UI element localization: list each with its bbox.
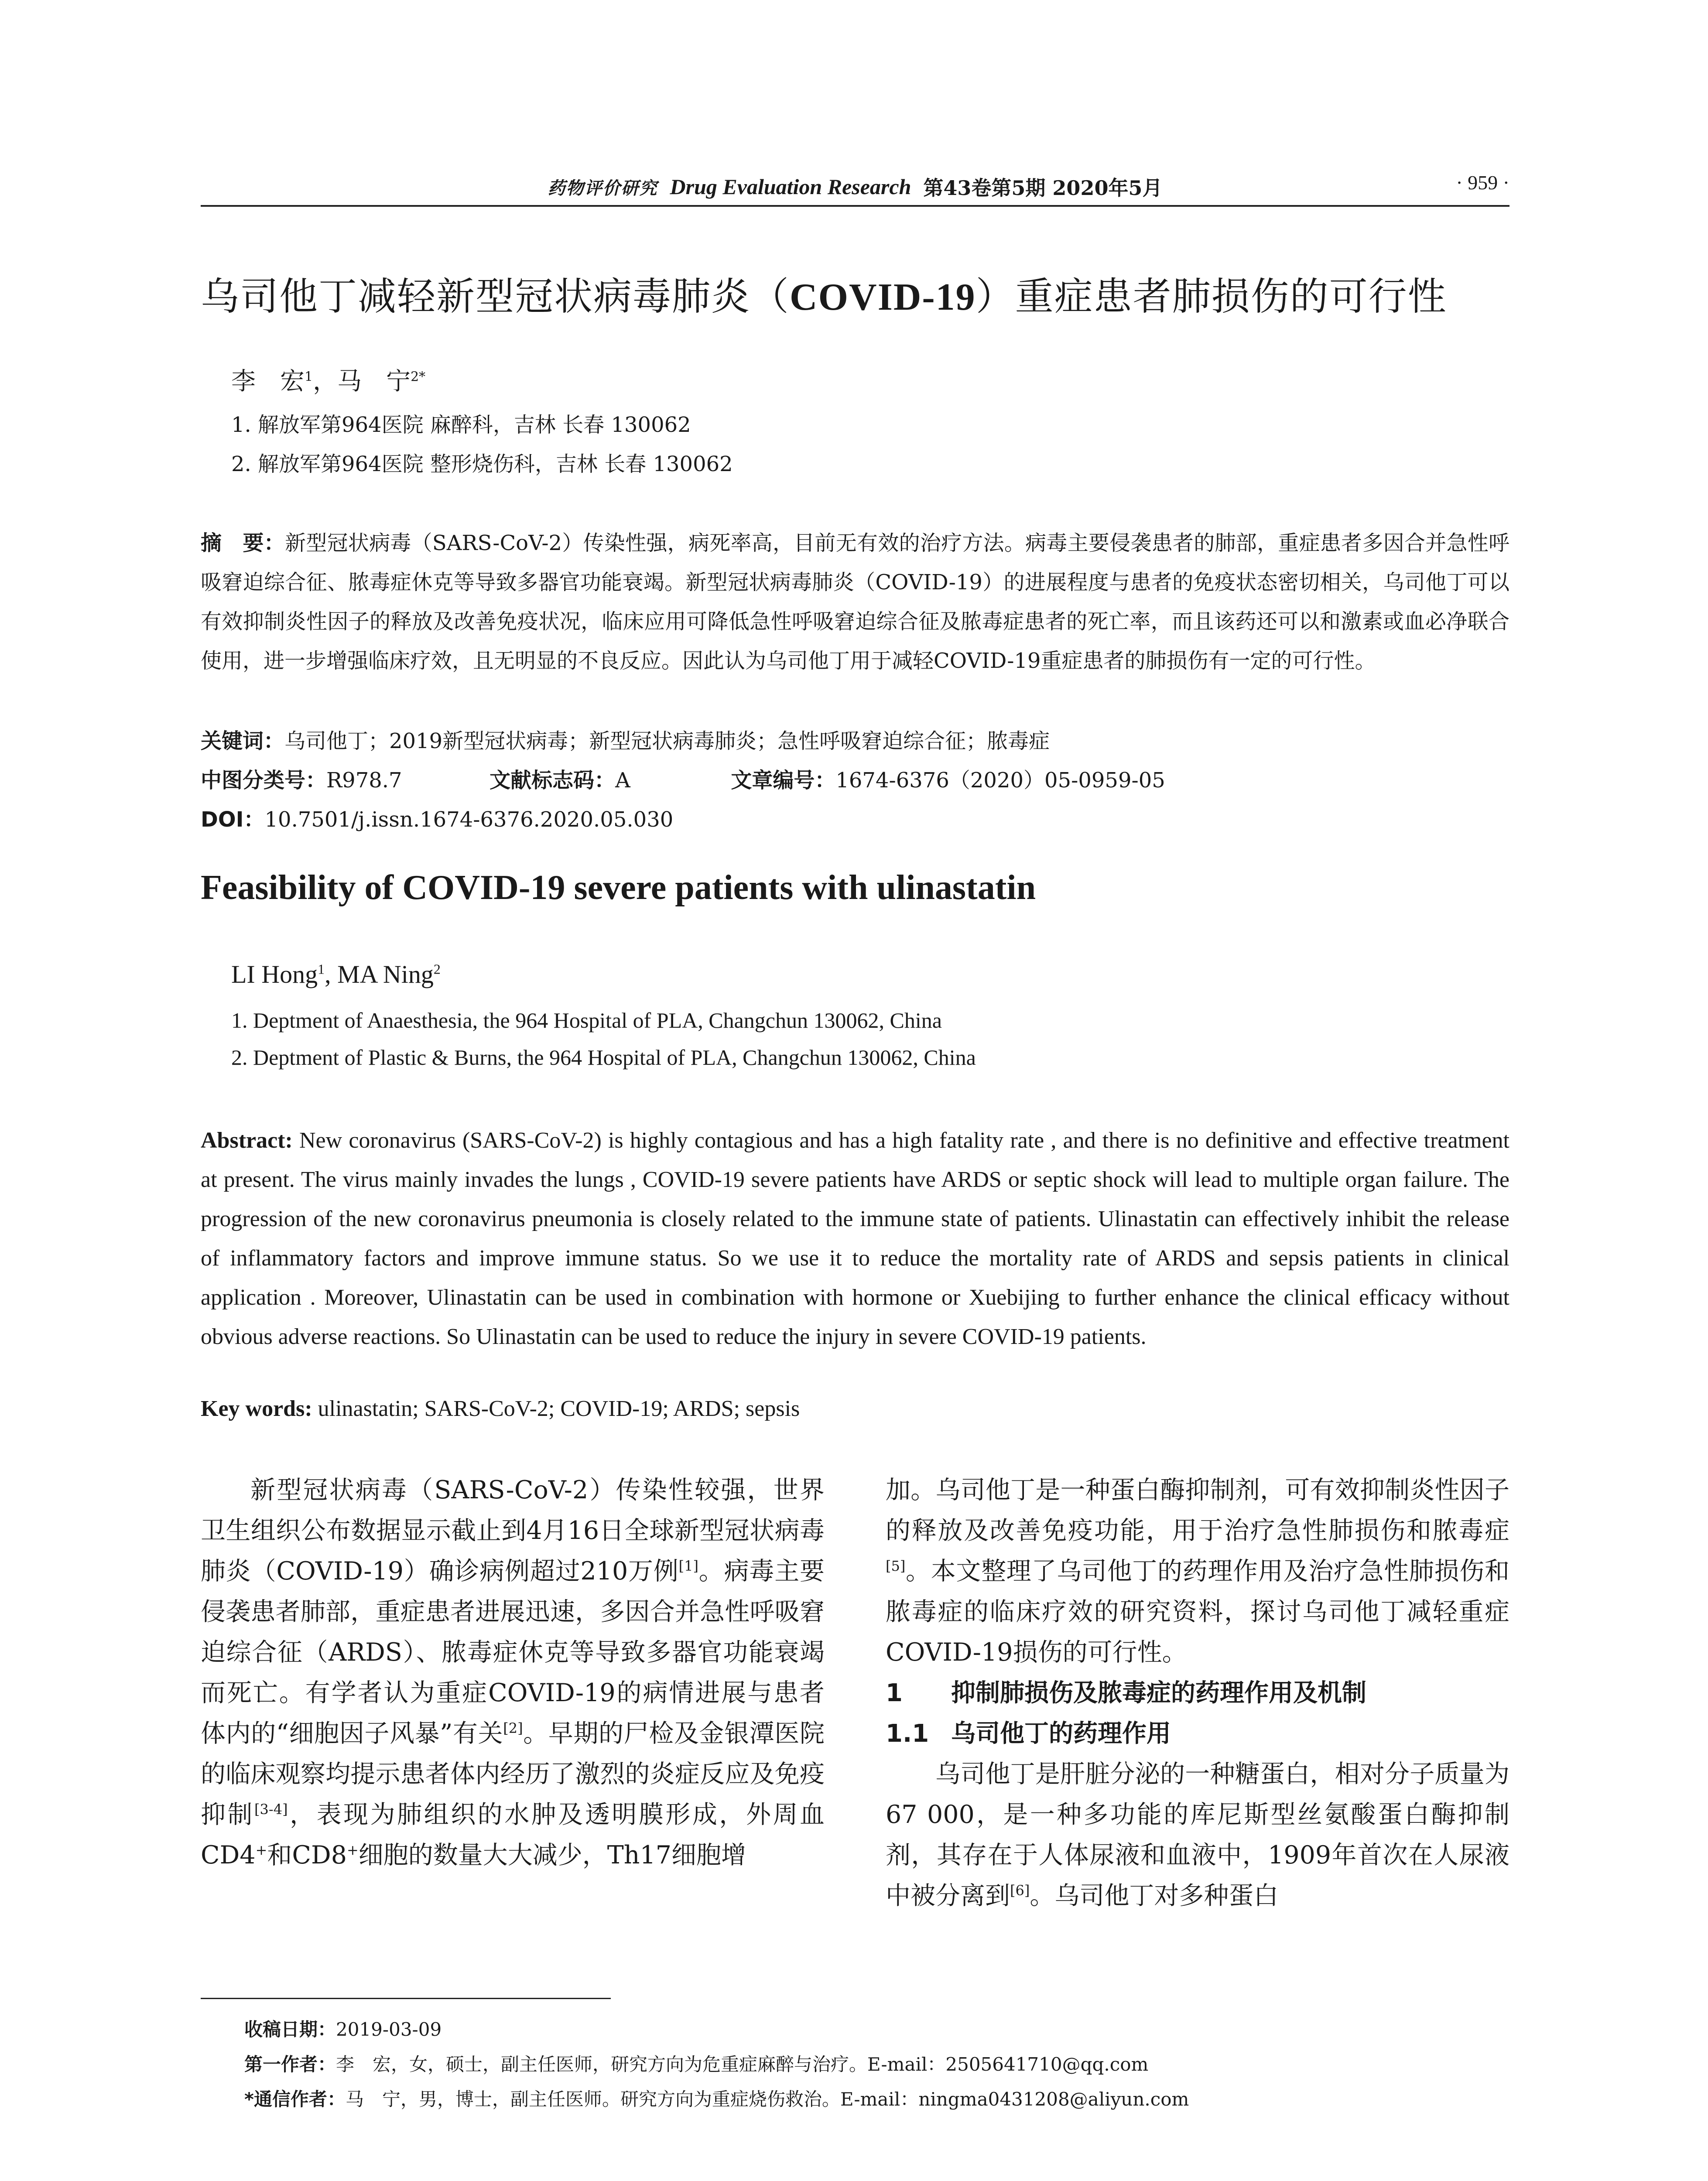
author-1-cn-sup: 1 xyxy=(305,369,313,385)
classification-line xyxy=(201,763,1165,793)
footnote-rule xyxy=(201,1998,611,1999)
footnote-text: 2019-03-09 xyxy=(336,2019,442,2040)
body-text: 加。乌司他丁是一种蛋白酶抑制剂，可有效抑制炎性因子的释放及改善免疫功能，用于治疗急性肺损伤和脓毒症 xyxy=(886,1476,1509,1545)
body-paragraph xyxy=(886,1754,1509,1916)
article-no-value: 1674-6376（2020）05-0959-05 xyxy=(835,768,1165,793)
authors-cn xyxy=(231,362,425,397)
affiliation-1-en: 1. Deptment of Anaesthesia, the 964 Hospital of PLA, Changchun 130062, China xyxy=(231,1008,942,1032)
abstract-en-text: New coronavirus (SARS-CoV-2) is highly contagious and has a high fatality rate , and there is no definitive and effective treatment at present. The virus mainly invades the lungs , COVID-19 severe patients have ARDS or septic shock will lead to multiple organ failure. The progression of the new coronavirus pneumonia is closely related to the immune state of patients. Ulinastatin can effectively inhibit the release of inflammatory factors and improve immune status. So we use it to reduce the mortality rate of ARDS and sepsis patients in clinical application . Moreover, Ulinastatin can be used in combination with hormone or Xuebijing to further enhance the clinical efficacy without obvious adverse reactions. So Ulinastatin can be used to reduce the injury in severe COVID-19 patients. xyxy=(201,1128,1509,1349)
author-2-cn-sup: 2* xyxy=(411,369,426,385)
title-cn-part2: ）重症患者肺损伤的可行性 xyxy=(976,274,1447,319)
doc-code-value: A xyxy=(615,768,630,793)
body-text: 。本文整理了乌司他丁的药理作用及治疗急性肺损伤和脓毒症的临床疗效的研究资料，探讨乌司他丁减轻重症COVID-19损伤的可行性。 xyxy=(886,1557,1509,1667)
title-cn-part1: 乌司他丁减轻新型冠状病毒肺炎（ xyxy=(201,274,790,319)
citation-ref: [3-4] xyxy=(254,1801,288,1818)
superscript-plus: + xyxy=(255,1842,267,1858)
body-paragraph xyxy=(201,1470,825,1876)
journal-logo: 药物评价研究 xyxy=(548,178,658,198)
article-title-cn xyxy=(201,266,1509,321)
issue-info: 第43卷第5期 2020年5月 xyxy=(923,176,1163,200)
section-heading-1-1 xyxy=(886,1713,1509,1754)
section-title: 抑制肺损伤及脓毒症的药理作用及机制 xyxy=(951,1679,1366,1707)
footnote-text: 李 宏，女，硕士，副主任医师，研究方向为危重症麻醉与治疗。E-mail：2505641710@qq.com xyxy=(336,2054,1149,2075)
title-cn-code: COVID-19 xyxy=(790,276,976,318)
clc-value: R978.7 xyxy=(326,768,402,793)
author-2-cn: 马 宁 xyxy=(337,367,411,396)
keywords-cn xyxy=(201,724,1050,754)
author-sep-cn: ， xyxy=(313,367,338,396)
body-column-right xyxy=(886,1470,1509,1916)
superscript-plus: + xyxy=(346,1842,359,1858)
page-number: · 959 · xyxy=(1456,171,1509,194)
footnote-label: *通信作者： xyxy=(244,2089,346,2110)
footnote-received xyxy=(244,2015,442,2041)
body-column-left xyxy=(201,1470,825,1876)
body-text: 新型冠状病毒（SARS-CoV-2）传染性较强，世界卫生组织公布数据显示截止到4月16日全球新型冠状病毒肺炎（COVID-19）确诊病例超过210万例 xyxy=(201,1476,825,1586)
author-2-en-sup: 2 xyxy=(433,961,441,977)
body-text: 乌司他丁是肝脏分泌的一种糖蛋白，相对分子质量为67 000，是一种多功能的库尼斯型丝氨酸蛋白酶抑制剂，其存在于人体尿液和血液中，1909年首次在人尿液中被分离到 xyxy=(886,1760,1509,1910)
author-sep-en: , xyxy=(325,960,338,988)
abstract-cn-text: 新型冠状病毒（SARS-CoV-2）传染性强，病死率高，目前无有效的治疗方法。病毒主要侵袭患者的肺部，重症患者多因合并急性呼吸窘迫综合征、脓毒症休克等导致多器官功能衰竭。新型冠状病毒肺炎（COVID-19）的进展程度与患者的免疫状态密切相关，乌司他丁可以有效抑制炎性因子的释放及改善免疫状况，临床应用可降低急性呼吸窘迫综合征及脓毒症患者的死亡率，而且该药还可以和激素或血必净联合使用，进一步增强临床疗效，且无明显的不良反应。因此认为乌司他丁用于减轻COVID-19重症患者的肺损伤有一定的可行性。 xyxy=(201,531,1509,673)
footnote-text: 马 宁，男，博士，副主任医师。研究方向为重症烧伤救治。E-mail：ningma0431208@aliyun.com xyxy=(345,2089,1189,2110)
body-paragraph xyxy=(886,1470,1509,1673)
body-text: ，表现为肺组织的水肿及透明膜形成，外周血CD4 xyxy=(201,1800,825,1870)
abstract-cn xyxy=(201,523,1509,680)
doc-code-label: 文献标志码： xyxy=(489,768,616,793)
doi-line xyxy=(201,803,673,833)
abstract-en xyxy=(201,1121,1509,1357)
running-header xyxy=(201,169,1509,204)
author-1-en-sup: 1 xyxy=(318,961,325,977)
body-text: 细胞的数量大大减少，Th17细胞增 xyxy=(358,1841,746,1870)
affiliation-1-cn: 1. 解放军第964医院 麻醉科，吉林 长春 130062 xyxy=(231,413,691,437)
body-text: 。乌司他丁对多种蛋白 xyxy=(1030,1881,1279,1910)
keywords-en-text: ulinastatin; SARS-CoV-2; COVID-19; ARDS; sepsis xyxy=(318,1396,800,1421)
citation-ref: [5] xyxy=(886,1558,906,1574)
body-text: 和CD8 xyxy=(267,1841,347,1870)
abstract-cn-label: 摘 要： xyxy=(201,531,285,555)
authors-en xyxy=(231,960,441,989)
citation-ref: [1] xyxy=(678,1558,698,1574)
doi-value: 10.7501/j.issn.1674-6376.2020.05.030 xyxy=(264,807,674,832)
affiliation-2-cn: 2. 解放军第964医院 整形烧伤科，吉林 长春 130062 xyxy=(231,452,733,476)
keywords-en-label: Key words: xyxy=(201,1396,312,1421)
author-1-en: LI Hong xyxy=(231,960,318,988)
body-text: 。病毒主要侵袭患者肺部，重症患者进展迅速，多因合并急性呼吸窘迫综合征（ARDS）、脓毒症休克等导致多器官功能衰竭而死亡。有学者认为重症COVID-19的病情进展与患者体内的“细胞因子风暴”有关 xyxy=(201,1557,825,1748)
footnote-label: 收稿日期： xyxy=(244,2019,336,2040)
citation-ref: [2] xyxy=(503,1720,523,1737)
footnote-label: 第一作者： xyxy=(244,2054,336,2075)
section-title: 乌司他丁的药理作用 xyxy=(951,1720,1171,1748)
keywords-en xyxy=(201,1396,800,1422)
header-rule xyxy=(201,205,1509,207)
journal-name: Drug Evaluation Research xyxy=(670,174,911,199)
affiliation-2-en: 2. Deptment of Plastic & Burns, the 964 Hospital of PLA, Changchun 130062, China xyxy=(231,1045,976,1070)
footnote-corresponding xyxy=(244,2085,1189,2111)
clc-label: 中图分类号： xyxy=(201,768,327,793)
keywords-cn-label: 关键词： xyxy=(201,729,285,753)
section-number: 1.1 xyxy=(886,1720,929,1748)
body-text: 。早期的尸检及金银潭医院的临床观察均提示患者体内经历了激烈的炎症反应及免疫抑制 xyxy=(201,1719,825,1829)
author-2-en: MA Ning xyxy=(337,960,434,988)
article-title-en: Feasibility of COVID-19 severe patients with ulinastatin xyxy=(201,868,1036,907)
section-number: 1 xyxy=(886,1679,903,1707)
doi-label: DOI： xyxy=(201,807,265,832)
article-no-label: 文章编号： xyxy=(731,768,836,793)
abstract-en-label: Abstract: xyxy=(201,1128,293,1153)
author-1-cn: 李 宏 xyxy=(231,367,305,396)
citation-ref: [6] xyxy=(1010,1882,1030,1899)
footnote-first-author xyxy=(244,2050,1148,2076)
section-heading-1 xyxy=(886,1673,1509,1713)
keywords-cn-text: 乌司他丁；2019新型冠状病毒；新型冠状病毒肺炎；急性呼吸窘迫综合征；脓毒症 xyxy=(284,729,1050,753)
